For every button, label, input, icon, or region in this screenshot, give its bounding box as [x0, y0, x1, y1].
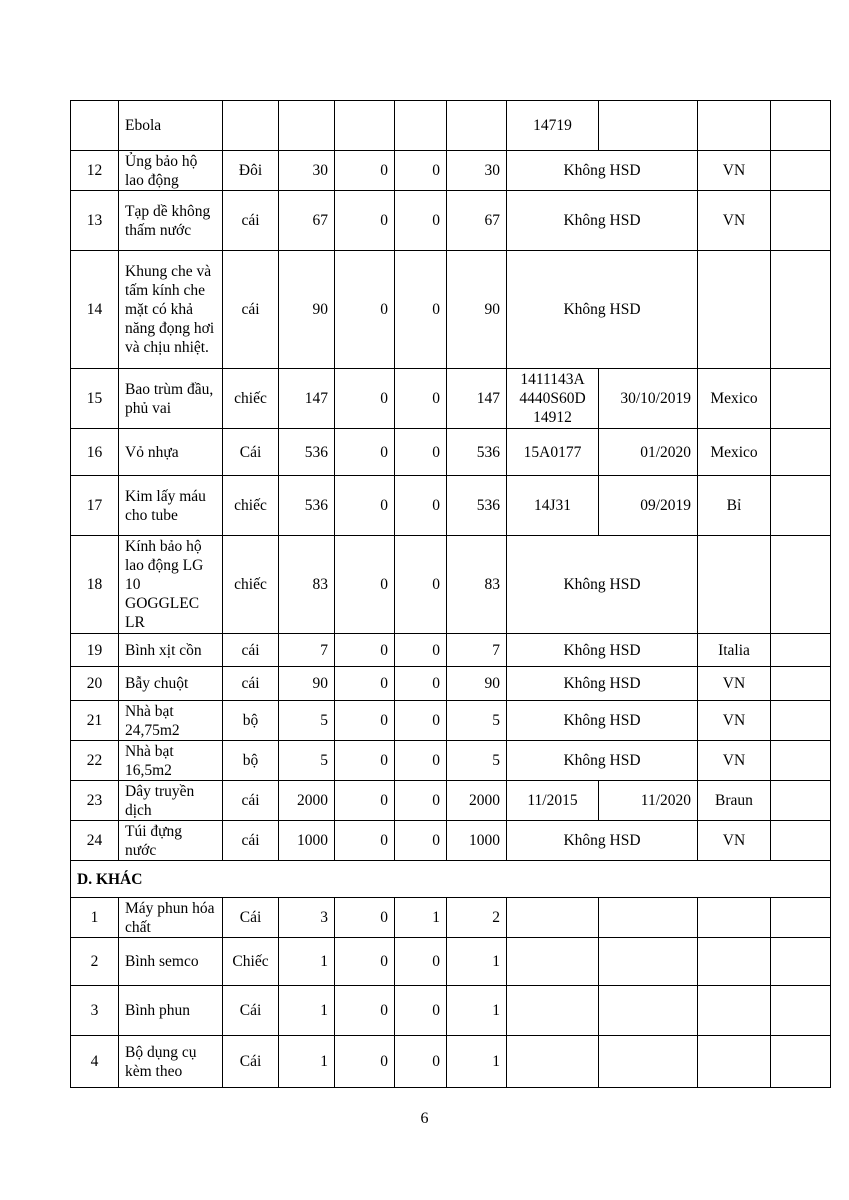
table-row	[71, 701, 831, 741]
quantity-cell: 2000	[279, 781, 335, 821]
quantity-cell: 90	[279, 667, 335, 701]
quantity-cell: 0	[395, 1036, 447, 1088]
section-c-rows	[71, 101, 831, 861]
unit-cell: cái	[223, 821, 279, 861]
lot-number: 14719	[507, 101, 599, 151]
origin-cell: Mexico	[698, 429, 771, 476]
unit-cell: cái	[223, 667, 279, 701]
quantity-cell: 0	[395, 536, 447, 634]
quantity-cell: 90	[279, 251, 335, 369]
quantity-cell: 1	[395, 898, 447, 938]
quantity-cell: 7	[279, 634, 335, 667]
item-name: Túi đựng nước	[119, 821, 223, 861]
item-name: Máy phun hóa chất	[119, 898, 223, 938]
table-row	[71, 667, 831, 701]
quantity-cell: 0	[335, 667, 395, 701]
row-number: 22	[71, 741, 119, 781]
section-d-rows	[71, 898, 831, 1088]
quantity-cell: 1	[447, 938, 507, 986]
item-name: Vỏ nhựa	[119, 429, 223, 476]
quantity-cell: 536	[279, 429, 335, 476]
quantity-cell: 0	[395, 741, 447, 781]
origin-cell: VN	[698, 667, 771, 701]
item-name: Nhà bạt 16,5m2	[119, 741, 223, 781]
quantity-cell: 2	[447, 898, 507, 938]
origin-cell: VN	[698, 191, 771, 251]
note-cell	[771, 476, 831, 536]
quantity-cell: 0	[395, 701, 447, 741]
lot-number	[507, 986, 599, 1036]
table-row	[71, 191, 831, 251]
quantity-cell: 0	[335, 429, 395, 476]
item-name: Bình semco	[119, 938, 223, 986]
item-name: Kim lấy máu cho tube	[119, 476, 223, 536]
note-cell	[771, 191, 831, 251]
unit-cell: Cái	[223, 986, 279, 1036]
quantity-cell: 0	[335, 151, 395, 191]
page-number: 6	[420, 1110, 429, 1127]
item-name: Ủng bảo hộ lao động	[119, 151, 223, 191]
quantity-cell: 147	[279, 369, 335, 429]
quantity-cell: 0	[335, 634, 395, 667]
quantity-cell: 0	[395, 634, 447, 667]
quantity-cell	[447, 101, 507, 151]
quantity-cell: 536	[447, 429, 507, 476]
unit-cell: cái	[223, 191, 279, 251]
unit-cell: Chiếc	[223, 938, 279, 986]
quantity-cell: 67	[279, 191, 335, 251]
expiry-date: 01/2020	[599, 429, 698, 476]
lot-number	[507, 1036, 599, 1088]
section-header-row	[71, 861, 831, 898]
unit-cell: chiếc	[223, 369, 279, 429]
unit-cell: chiếc	[223, 536, 279, 634]
unit-cell: cái	[223, 634, 279, 667]
table-row	[71, 898, 831, 938]
unit-cell	[223, 101, 279, 151]
quantity-cell: 147	[447, 369, 507, 429]
quantity-cell: 0	[335, 781, 395, 821]
lot-number	[507, 898, 599, 938]
row-number: 16	[71, 429, 119, 476]
lot-number: 11/2015	[507, 781, 599, 821]
item-name: Bộ dụng cụ kèm theo	[119, 1036, 223, 1088]
note-cell	[771, 701, 831, 741]
quantity-cell: 1	[279, 938, 335, 986]
unit-cell: cái	[223, 251, 279, 369]
quantity-cell: 0	[335, 191, 395, 251]
table-row	[71, 741, 831, 781]
row-number: 2	[71, 938, 119, 986]
origin-cell: VN	[698, 741, 771, 781]
quantity-cell	[279, 101, 335, 151]
note-cell	[771, 741, 831, 781]
note-cell	[771, 938, 831, 986]
table-row	[71, 634, 831, 667]
table-row	[71, 429, 831, 476]
quantity-cell: 0	[395, 821, 447, 861]
quantity-cell: 0	[335, 369, 395, 429]
origin-cell: Braun	[698, 781, 771, 821]
quantity-cell: 7	[447, 634, 507, 667]
item-name: Dây truyền dịch	[119, 781, 223, 821]
quantity-cell: 1	[279, 1036, 335, 1088]
quantity-cell: 90	[447, 251, 507, 369]
expiry-note: Không HSD	[507, 251, 698, 369]
quantity-cell: 1000	[279, 821, 335, 861]
note-cell	[771, 986, 831, 1036]
quantity-cell: 0	[395, 251, 447, 369]
row-number: 18	[71, 536, 119, 634]
note-cell	[771, 634, 831, 667]
expiry-date: 09/2019	[599, 476, 698, 536]
quantity-cell: 536	[279, 476, 335, 536]
row-number: 13	[71, 191, 119, 251]
table-row	[71, 938, 831, 986]
note-cell	[771, 369, 831, 429]
unit-cell: bộ	[223, 701, 279, 741]
quantity-cell: 90	[447, 667, 507, 701]
quantity-cell: 0	[335, 701, 395, 741]
origin-cell	[698, 986, 771, 1036]
origin-cell: Bỉ	[698, 476, 771, 536]
row-number: 3	[71, 986, 119, 1036]
unit-cell: chiếc	[223, 476, 279, 536]
item-name: Bình phun	[119, 986, 223, 1036]
origin-cell: VN	[698, 701, 771, 741]
unit-cell: Cái	[223, 429, 279, 476]
note-cell	[771, 898, 831, 938]
item-name: Ebola	[119, 101, 223, 151]
quantity-cell: 0	[395, 781, 447, 821]
section-d-heading: D. KHÁC	[71, 861, 831, 898]
table-row	[71, 369, 831, 429]
origin-cell	[698, 101, 771, 151]
expiry-date	[599, 898, 698, 938]
quantity-cell: 2000	[447, 781, 507, 821]
origin-cell	[698, 1036, 771, 1088]
row-number: 12	[71, 151, 119, 191]
unit-cell: Đôi	[223, 151, 279, 191]
quantity-cell: 0	[395, 369, 447, 429]
expiry-date: 30/10/2019	[599, 369, 698, 429]
expiry-note: Không HSD	[507, 741, 698, 781]
note-cell	[771, 251, 831, 369]
quantity-cell: 0	[335, 741, 395, 781]
quantity-cell: 0	[335, 898, 395, 938]
quantity-cell: 0	[335, 536, 395, 634]
quantity-cell: 30	[279, 151, 335, 191]
row-number: 1	[71, 898, 119, 938]
quantity-cell: 0	[335, 821, 395, 861]
table-row	[71, 101, 831, 151]
expiry-date	[599, 986, 698, 1036]
origin-cell	[698, 938, 771, 986]
quantity-cell: 5	[447, 741, 507, 781]
item-name: Khung che và tấm kính che mặt có khả năng đọng hơi và chịu nhiệt.	[119, 251, 223, 369]
quantity-cell: 1000	[447, 821, 507, 861]
section-d-header-group	[71, 861, 831, 898]
inventory-table	[70, 100, 831, 1088]
row-number: 4	[71, 1036, 119, 1088]
item-name: Bẫy chuột	[119, 667, 223, 701]
row-number: 15	[71, 369, 119, 429]
row-number: 23	[71, 781, 119, 821]
unit-cell: Cái	[223, 898, 279, 938]
quantity-cell: 1	[279, 986, 335, 1036]
table-row	[71, 781, 831, 821]
expiry-date	[599, 101, 698, 151]
expiry-note: Không HSD	[507, 701, 698, 741]
expiry-note: Không HSD	[507, 634, 698, 667]
quantity-cell: 0	[395, 938, 447, 986]
quantity-cell: 30	[447, 151, 507, 191]
origin-cell: Mexico	[698, 369, 771, 429]
note-cell	[771, 429, 831, 476]
item-name: Nhà bạt 24,75m2	[119, 701, 223, 741]
origin-cell: VN	[698, 151, 771, 191]
item-name: Bao trùm đầu, phủ vai	[119, 369, 223, 429]
item-name: Kính bảo hộ lao động LG 10 GOGGLEC LR	[119, 536, 223, 634]
quantity-cell: 0	[335, 1036, 395, 1088]
quantity-cell: 0	[335, 986, 395, 1036]
table-row	[71, 476, 831, 536]
row-number: 20	[71, 667, 119, 701]
table-row	[71, 536, 831, 634]
origin-cell	[698, 898, 771, 938]
quantity-cell: 0	[395, 986, 447, 1036]
unit-cell: bộ	[223, 741, 279, 781]
table-row	[71, 986, 831, 1036]
origin-cell	[698, 536, 771, 634]
quantity-cell	[335, 101, 395, 151]
quantity-cell: 1	[447, 986, 507, 1036]
note-cell	[771, 821, 831, 861]
quantity-cell: 5	[447, 701, 507, 741]
quantity-cell: 1	[447, 1036, 507, 1088]
row-number: 14	[71, 251, 119, 369]
note-cell	[771, 101, 831, 151]
quantity-cell: 536	[447, 476, 507, 536]
quantity-cell: 0	[395, 191, 447, 251]
expiry-date: 11/2020	[599, 781, 698, 821]
table-row	[71, 821, 831, 861]
quantity-cell: 83	[447, 536, 507, 634]
item-name: Bình xịt cồn	[119, 634, 223, 667]
lot-number: 1411143A 4440S60D 14912	[507, 369, 599, 429]
quantity-cell: 5	[279, 741, 335, 781]
expiry-note: Không HSD	[507, 536, 698, 634]
expiry-note: Không HSD	[507, 821, 698, 861]
quantity-cell: 0	[395, 667, 447, 701]
expiry-note: Không HSD	[507, 151, 698, 191]
note-cell	[771, 536, 831, 634]
quantity-cell: 0	[335, 476, 395, 536]
expiry-note: Không HSD	[507, 667, 698, 701]
row-number: 21	[71, 701, 119, 741]
lot-number: 14J31	[507, 476, 599, 536]
quantity-cell: 0	[395, 476, 447, 536]
lot-number: 15A0177	[507, 429, 599, 476]
quantity-cell: 0	[395, 429, 447, 476]
quantity-cell: 5	[279, 701, 335, 741]
item-name: Tạp dề không thấm nước	[119, 191, 223, 251]
row-number: 19	[71, 634, 119, 667]
quantity-cell: 0	[395, 151, 447, 191]
expiry-note: Không HSD	[507, 191, 698, 251]
quantity-cell: 3	[279, 898, 335, 938]
expiry-date	[599, 1036, 698, 1088]
quantity-cell: 67	[447, 191, 507, 251]
quantity-cell: 0	[335, 938, 395, 986]
table-row	[71, 151, 831, 191]
table-row	[71, 1036, 831, 1088]
origin-cell: VN	[698, 821, 771, 861]
row-number: 24	[71, 821, 119, 861]
row-number	[71, 101, 119, 151]
table-row	[71, 251, 831, 369]
unit-cell: Cái	[223, 1036, 279, 1088]
quantity-cell: 83	[279, 536, 335, 634]
note-cell	[771, 151, 831, 191]
expiry-date	[599, 938, 698, 986]
unit-cell: cái	[223, 781, 279, 821]
quantity-cell: 0	[335, 251, 395, 369]
lot-number	[507, 938, 599, 986]
quantity-cell	[395, 101, 447, 151]
origin-cell	[698, 251, 771, 369]
note-cell	[771, 667, 831, 701]
row-number: 17	[71, 476, 119, 536]
note-cell	[771, 781, 831, 821]
origin-cell: Italia	[698, 634, 771, 667]
note-cell	[771, 1036, 831, 1088]
